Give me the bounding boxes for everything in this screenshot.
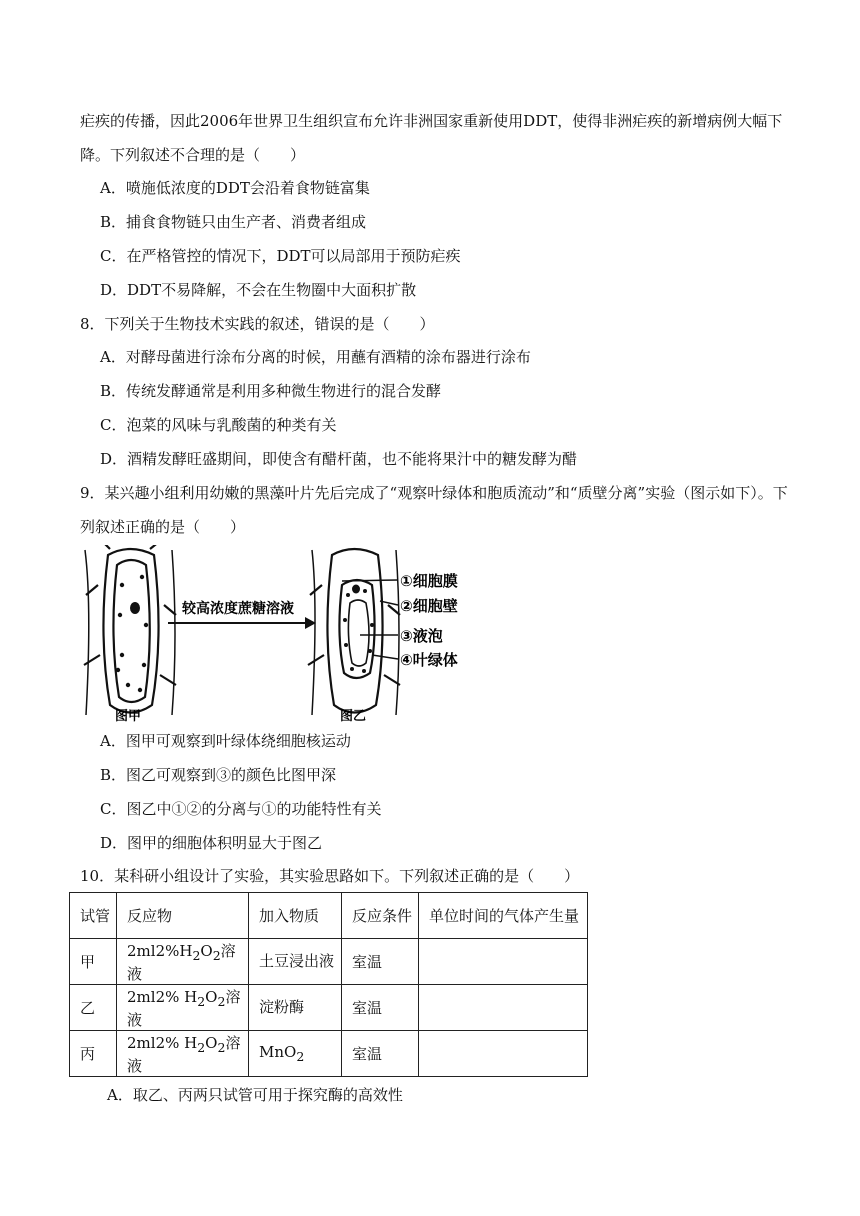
cell-condition: 室温 xyxy=(342,1031,419,1077)
label-vacuole: ③液泡 xyxy=(400,627,443,645)
cell-gas xyxy=(419,1031,588,1077)
cell-figure-b xyxy=(308,549,400,715)
cell-reactant: 2ml2% $H_2O_2$溶液 xyxy=(117,1031,249,1077)
header-tube: 试管 xyxy=(70,893,117,939)
cell-gas xyxy=(419,939,588,985)
table-row xyxy=(70,1031,588,1077)
chloroplasts-figure-a xyxy=(116,575,148,692)
experiment-table xyxy=(69,892,588,1077)
label-chloroplast: ④叶绿体 xyxy=(400,651,458,669)
q7-option-b: B．捕食食物链只由生产者、消费者组成 xyxy=(100,213,367,231)
q7-stem-line-1: 疟疾的传播，因此2006年世界卫生组织宣布允许非洲国家重新使用DDT，使得非洲疟疾的新增病例大幅下 xyxy=(80,112,783,130)
arrow-label: 较高浓度蔗糖溶液 xyxy=(182,601,294,617)
figure-b-caption: 图乙 xyxy=(339,709,367,724)
table-row xyxy=(70,939,588,985)
figure-a-caption: 图甲 xyxy=(114,709,142,724)
cell-figure-a xyxy=(84,545,176,715)
header-condition: 反应条件 xyxy=(342,893,419,939)
cell-condition: 室温 xyxy=(342,939,419,985)
cell-condition: 室温 xyxy=(342,985,419,1031)
table-row xyxy=(70,985,588,1031)
cell-tube: 乙 xyxy=(70,985,117,1031)
cell-tube: 甲 xyxy=(70,939,117,985)
q9-option-a: A．图甲可观察到叶绿体绕细胞核运动 xyxy=(100,732,351,750)
header-reactant: 反应物 xyxy=(117,893,249,939)
cell-tube: 丙 xyxy=(70,1031,117,1077)
q10-option-a: A．取乙、丙两只试管可用于探究酶的高效性 xyxy=(107,1086,403,1104)
q9-option-b: B．图乙可观察到③的颜色比图甲深 xyxy=(100,766,337,784)
header-added: 加入物质 xyxy=(249,893,342,939)
cell-reactant: $2ml2\%H_2O_2$溶液 xyxy=(117,939,249,985)
q8-option-b: B．传统发酵通常是利用多种微生物进行的混合发酵 xyxy=(100,382,442,400)
q9-stem-line-1: 9．某兴趣小组利用幼嫩的黑藻叶片先后完成了“观察叶绿体和胞质流动”和“质壁分离”实验（图示如下）。下 xyxy=(80,484,788,502)
q10-stem: 10．某科研小组设计了实验，其实验思路如下。下列叙述正确的是（ ） xyxy=(80,867,580,885)
q8-option-c: C．泡菜的风味与乳酸菌的种类有关 xyxy=(100,416,337,434)
q7-option-a: A．喷施低浓度的DDT会沿着食物链富集 xyxy=(100,179,370,197)
cell-added: MnO$_2$ xyxy=(249,1031,342,1077)
q8-option-d: D．酒精发酵旺盛期间，即使含有醋杆菌，也不能将果汁中的糖发酵为醋 xyxy=(100,450,578,468)
q7-option-d: D．DDT不易降解，不会在生物圈中大面积扩散 xyxy=(100,281,417,299)
q9-option-d: D．图甲的细胞体积明显大于图乙 xyxy=(100,834,323,852)
cell-reactant: 2ml2% $H_2O_2$溶液 xyxy=(117,985,249,1031)
label-cell-wall: ②细胞壁 xyxy=(400,597,458,615)
q9-stem-line-2: 列叙述正确的是（ ） xyxy=(80,518,246,536)
cell-added: 淀粉酶 xyxy=(249,985,342,1031)
cell-gas xyxy=(419,985,588,1031)
q7-stem-line-2: 降。下列叙述不合理的是（ ） xyxy=(80,146,306,164)
table-header-row xyxy=(70,893,588,939)
label-cell-membrane: ①细胞膜 xyxy=(400,572,458,590)
arrow-icon xyxy=(168,617,316,629)
leader-lines xyxy=(342,580,398,659)
q8-option-a: A．对酵母菌进行涂布分离的时候，用蘸有酒精的涂布器进行涂布 xyxy=(100,348,531,366)
q8-stem: 8．下列关于生物技术实践的叙述，错误的是（ ） xyxy=(80,315,435,333)
q9-option-c: C．图乙中①②的分离与①的功能特性有关 xyxy=(100,800,382,818)
q7-option-c: C．在严格管控的情况下，DDT可以局部用于预防疟疾 xyxy=(100,247,461,265)
cell-added: 土豆浸出液 xyxy=(249,939,342,985)
plasmolysis-figure xyxy=(80,545,500,725)
header-gas: 单位时间的气体产生量 xyxy=(419,893,588,939)
